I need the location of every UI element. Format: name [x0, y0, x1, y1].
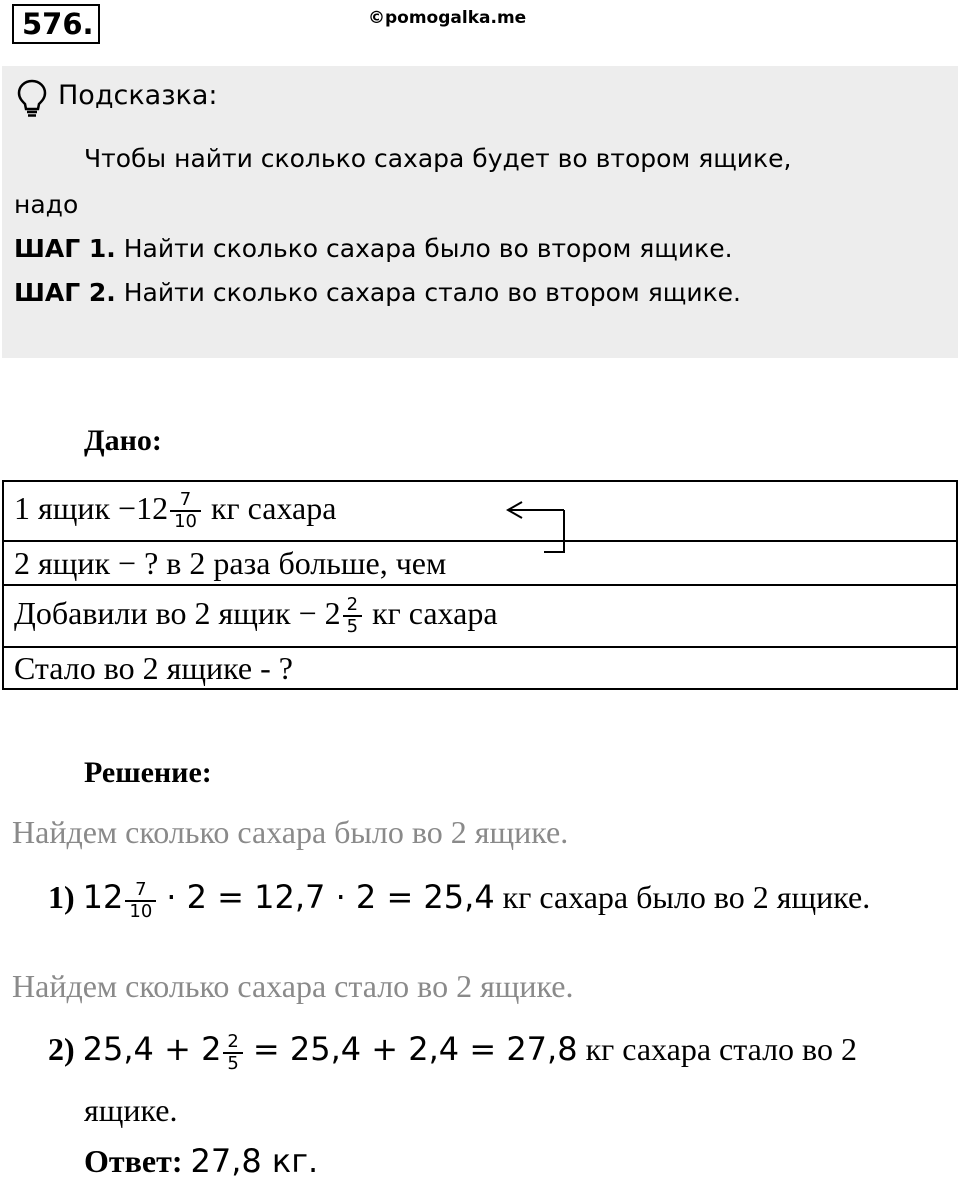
- given-cell-1: [3, 481, 957, 541]
- step-2-expression-a: 25,4 + 2: [82, 1030, 222, 1068]
- fraction: [127, 880, 154, 922]
- fraction-denominator: 5: [346, 616, 359, 638]
- solution-note-1: Найдем сколько сахара было во 2 ящике.: [12, 814, 569, 850]
- hint-title: Подсказка:: [58, 80, 218, 111]
- given-row-3: [3, 585, 957, 647]
- solution-step-2: [48, 1030, 857, 1074]
- step-1-text: кг сахара было во 2 ящике.: [494, 879, 871, 915]
- site-watermark: ©pomogalka.me: [368, 8, 527, 28]
- step-2-label: ШАГ 2.: [14, 278, 116, 307]
- answer: [84, 1142, 318, 1180]
- given-cell-2: 2 ящик − ? в 2 раза больше, чем: [3, 541, 957, 585]
- step-1-text: Найти сколько сахара было во втором ящике.: [123, 234, 733, 263]
- given-1-suffix: кг сахара: [202, 489, 337, 526]
- given-title: Дано:: [84, 424, 162, 457]
- given-row-2: [3, 541, 957, 585]
- answer-label: Ответ:: [84, 1143, 183, 1179]
- given-cell-3: [3, 585, 957, 647]
- answer-value: 27,8 кг.: [190, 1142, 319, 1180]
- fraction-numerator: 7: [179, 489, 192, 511]
- hint-step-1: [14, 234, 733, 263]
- fraction-numerator: 2: [227, 1030, 239, 1052]
- solution-step-1: [48, 878, 870, 922]
- step-2-text: кг сахара стало во 2: [577, 1031, 857, 1067]
- step-1-whole: 12: [82, 878, 124, 916]
- comparison-arrow: [500, 496, 580, 560]
- fraction-numerator: 2: [346, 594, 359, 616]
- step-1-label: ШАГ 1.: [14, 234, 116, 263]
- step-1-expression: · 2 = 12,7 · 2 = 25,4: [166, 878, 495, 916]
- given-row-1: [3, 481, 957, 541]
- given-row-4: [3, 647, 957, 689]
- hint-line-2: надо: [14, 190, 79, 219]
- step-2-text: Найти сколько сахара стало во втором ящике.: [123, 278, 742, 307]
- step-1-number: 1): [48, 879, 75, 915]
- fraction-denominator: 10: [129, 900, 153, 922]
- fraction-numerator: 7: [135, 878, 147, 900]
- step-2-expression-b: = 25,4 + 2,4 = 27,8: [252, 1030, 578, 1068]
- step-2-number: 2): [48, 1031, 75, 1067]
- given-table: [2, 480, 958, 690]
- fraction: [225, 1032, 240, 1074]
- solution-note-2: Найдем сколько сахара стало во 2 ящике.: [12, 968, 574, 1004]
- fraction: [345, 595, 360, 637]
- hint-line-1: Чтобы найти сколько сахара будет во втором ящике,: [84, 144, 792, 173]
- task-number: 576.: [12, 4, 100, 44]
- lightbulb-icon: [16, 78, 48, 124]
- hint-step-2: [14, 278, 741, 307]
- fraction-denominator: 10: [174, 511, 197, 533]
- fraction-denominator: 5: [227, 1052, 239, 1074]
- given-3-suffix: кг сахара: [364, 594, 498, 631]
- hint-box: [2, 66, 958, 358]
- solution-step-2-continuation: ящике.: [84, 1092, 178, 1128]
- given-3-prefix: Добавили во 2 ящик − 2: [14, 594, 341, 631]
- fraction: [172, 490, 199, 532]
- given-cell-4: Стало во 2 ящике - ?: [3, 647, 957, 689]
- given-1-prefix: 1 ящик −12: [14, 489, 169, 526]
- solution-title: Решение:: [84, 756, 212, 789]
